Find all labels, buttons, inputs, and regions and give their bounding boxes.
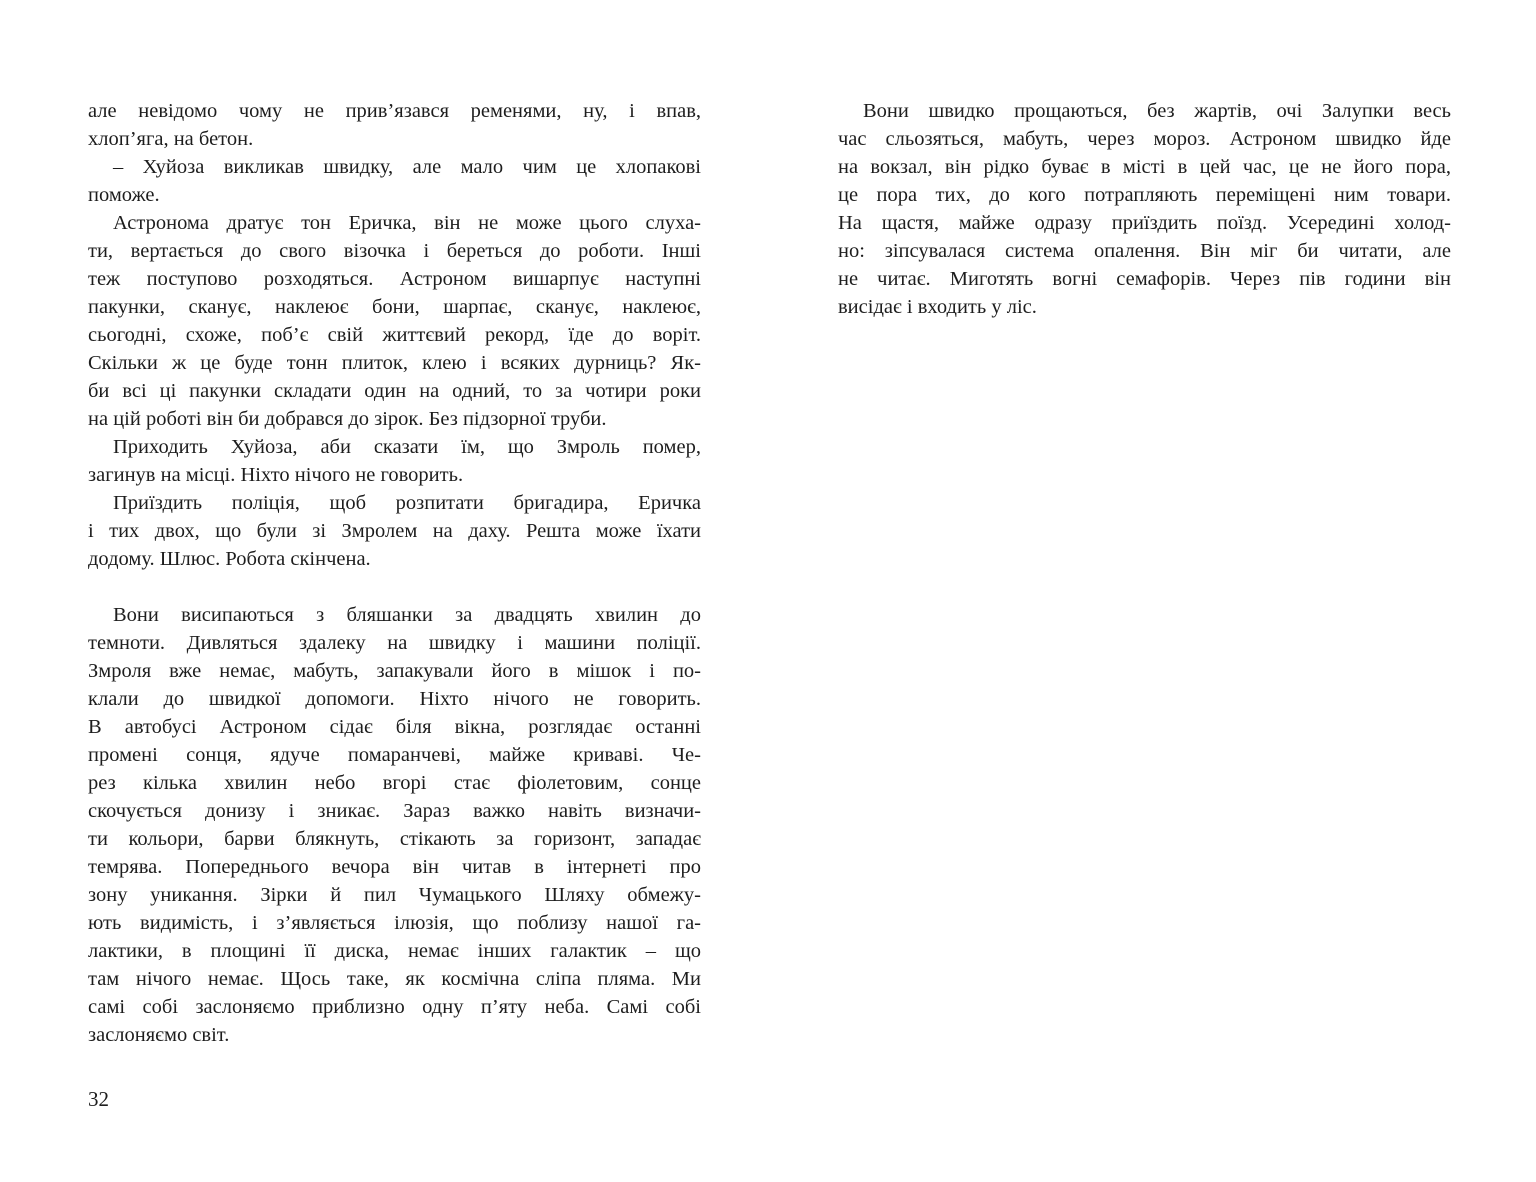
text-line: загинув на місці. Ніхто нічого не говорить.	[88, 464, 464, 486]
text-line: Приїздить поліція, щоб розпитати бригадира, Еричка	[113, 492, 701, 514]
text-line: Астронома дратує тон Еричка, він не може цього слуха-	[113, 212, 701, 234]
text-line: не читає. Миготять вогні семафорів. Через пів години він	[838, 268, 1451, 290]
paragraph	[88, 97, 701, 153]
paragraph	[838, 97, 1451, 321]
text-line: пакунки, сканує, наклеює бони, шарпає, сканує, наклеює,	[88, 296, 701, 318]
text-line: Скільки ж це буде тонн плиток, клею і всяких дурниць? Як-	[88, 352, 701, 374]
text-line: В автобусі Астроном сідає біля вікна, розглядає останні	[88, 716, 701, 738]
text-line: заслоняємо світ.	[88, 1024, 230, 1046]
paragraph	[88, 153, 701, 209]
text-line: на цій роботі він би добрався до зірок. Без підзорної труби.	[88, 408, 607, 430]
left-page-text-column	[88, 97, 701, 1049]
text-line: але невідомо чому не прив’язався ременями, ну, і впав,	[88, 100, 701, 122]
text-line: промені сонця, ядуче помаранчеві, майже криваві. Че-	[88, 744, 701, 766]
text-line: На щастя, майже одразу приїздить поїзд. Усередині холод-	[838, 212, 1451, 234]
text-line: на вокзал, він рідко буває в місті в цей час, це не його пора,	[838, 156, 1451, 178]
page-number: 32	[88, 1087, 109, 1111]
text-line: лактики, в площині її диска, немає інших галактик – що	[88, 940, 701, 962]
text-line: – Хуйоза викликав швидку, але мало чим це хлопакові	[113, 156, 701, 178]
text-line: темрява. Попереднього вечора він читав в інтернеті про	[88, 856, 701, 878]
text-line: ти, вертається до свого візочка і береться до роботи. Інші	[88, 240, 701, 262]
text-line: там нічого немає. Щось таке, як космічна сліпа пляма. Ми	[88, 968, 701, 990]
paragraph	[88, 489, 701, 573]
text-line: це пора тих, до кого потрапляють переміщені ним товари.	[838, 184, 1451, 206]
paragraph	[88, 433, 701, 489]
text-line: поможе.	[88, 184, 160, 206]
text-line: Приходить Хуйоза, аби сказати їм, що Змроль помер,	[113, 436, 701, 458]
text-line: рез кілька хвилин небо вгорі стає фіолетовим, сонце	[88, 772, 701, 794]
text-line: ти кольори, барви блякнуть, стікають за горизонт, западає	[88, 828, 701, 850]
paragraph	[88, 209, 701, 433]
text-line: Вони висипаються з бляшанки за двадцять хвилин до	[113, 604, 701, 626]
text-line: ють видимість, і з’являється ілюзія, що поблизу нашої га-	[88, 912, 701, 934]
text-line: час сльозяться, мабуть, через мороз. Астроном швидко йде	[838, 128, 1451, 150]
text-line: теж поступово розходяться. Астроном вишарпує наступні	[88, 268, 701, 290]
text-line: сьогодні, схоже, поб’є свій життєвий рекорд, їде до воріт.	[88, 324, 701, 346]
text-line: би всі ці пакунки складати один на одний, то за чотири роки	[88, 380, 701, 402]
text-line: хлоп’яга, на бетон.	[88, 128, 254, 150]
text-line: темноти. Дивляться здалеку на швидку і машини поліції.	[88, 632, 701, 654]
text-line: додому. Шлюс. Робота скінчена.	[88, 548, 371, 570]
text-line: висідає і входить у ліс.	[838, 296, 1037, 318]
text-line: зону уникання. Зірки й пил Чумацького Шляху обмежу-	[88, 884, 701, 906]
text-line: но: зіпсувалася система опалення. Він міг би читати, але	[838, 240, 1451, 262]
right-page-text-column	[838, 97, 1451, 321]
text-line: скочується донизу і зникає. Зараз важко навіть визначи-	[88, 800, 701, 822]
text-line: Вони швидко прощаються, без жартів, очі Залупки весь	[863, 100, 1451, 122]
text-line: і тих двох, що були зі Змролем на даху. Решта може їхати	[88, 520, 701, 542]
text-line: самі собі заслоняємо приблизно одну п’яту неба. Самі собі	[88, 996, 701, 1018]
text-line: Змроля вже немає, мабуть, запакували його в мішок і по-	[88, 660, 701, 682]
text-line: клали до швидкої допомоги. Ніхто нічого не говорить.	[88, 688, 701, 710]
paragraph	[88, 601, 701, 1049]
